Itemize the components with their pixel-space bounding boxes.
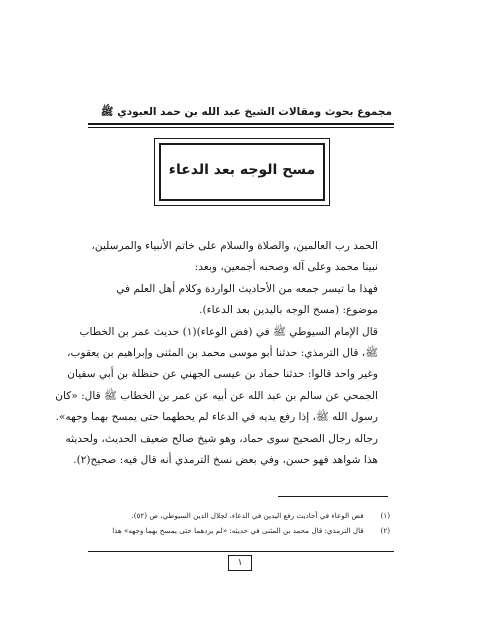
paragraph-hadith bbox=[55, 322, 388, 472]
footnote-text: فض الوعاء في أحاديث رفع اليدين في الدعاء، لجلال الدين السيوطي، ص (٥٢). bbox=[131, 511, 364, 520]
text-line: قال الإمام السيوطي ﷺ في (فض الوعاء)(١) حديث عمر بن الخطاب bbox=[79, 325, 378, 338]
text-line: نبينا محمد وعلى آله وصحبه أجمعين، وبعد: bbox=[194, 261, 378, 274]
footnote-text: قال الترمذي: قال محمد بن المثنى في حديثه: «لم يردهما حتى يمسح بهما وجهه» هذا bbox=[112, 526, 364, 535]
footnote-2 bbox=[90, 523, 390, 538]
footnote-rule bbox=[278, 496, 388, 497]
text-line: الجمحي عن سالم بن عبد الله عن أبيه عن عمر بن الخطاب ﷺ قال: «كان bbox=[55, 389, 378, 402]
footnotes bbox=[90, 508, 390, 538]
chapter-title-box bbox=[154, 138, 330, 206]
body-text bbox=[55, 236, 388, 471]
paragraph-topic bbox=[96, 279, 388, 322]
running-header: مجموع بحوث ومقالات الشيخ عبد الله بن حمد العبودي ﷺ bbox=[100, 106, 392, 118]
text-line: موضوع: (مسح الوجه باليدين بعد الدعاء). bbox=[199, 304, 378, 317]
text-line: رجاله رجال الصحيح سوى حماد، وهو شيخ صالح ضعيف الحديث، ولحديثه bbox=[65, 432, 378, 445]
paragraph-intro bbox=[91, 236, 388, 279]
footnote-1 bbox=[90, 508, 390, 523]
page-number: ١ bbox=[228, 555, 252, 571]
text-line: وغير واحد قالوا: حدثنا حماد بن عيسى الجهني عن حنظلة بن أبي سفيان bbox=[67, 368, 378, 381]
text-line: رسول الله ﷺ، إذا رفع يديه في الدعاء لم يحطهما حتى يمسح بهما وجهه». bbox=[55, 411, 378, 424]
text-line: الحمد رب العالمين، والصلاة والسلام على خاتم الأنبياء والمرسلين، bbox=[91, 240, 378, 252]
footer-rule bbox=[88, 551, 394, 552]
chapter-title: مسح الوجه بعد الدعاء bbox=[168, 162, 316, 178]
footnote-number: (١) bbox=[380, 511, 390, 520]
text-line: هذا شواهد فهو حسن، وفي بعض نسخ الترمذي أنه قال فيه: صحيح(٢). bbox=[73, 454, 378, 467]
footnote-number: (٢) bbox=[380, 526, 390, 535]
header-rule bbox=[88, 123, 394, 125]
text-line: ﷺ، قال الترمذي: حدثنا أبو موسى محمد بن المثنى وإبراهيم بن يعقوب، bbox=[67, 347, 378, 360]
header-rule-thin bbox=[88, 127, 394, 128]
text-line: فهذا ما تيسر جمعه من الأحاديث الواردة وكلام أهل العلم في bbox=[116, 282, 378, 295]
